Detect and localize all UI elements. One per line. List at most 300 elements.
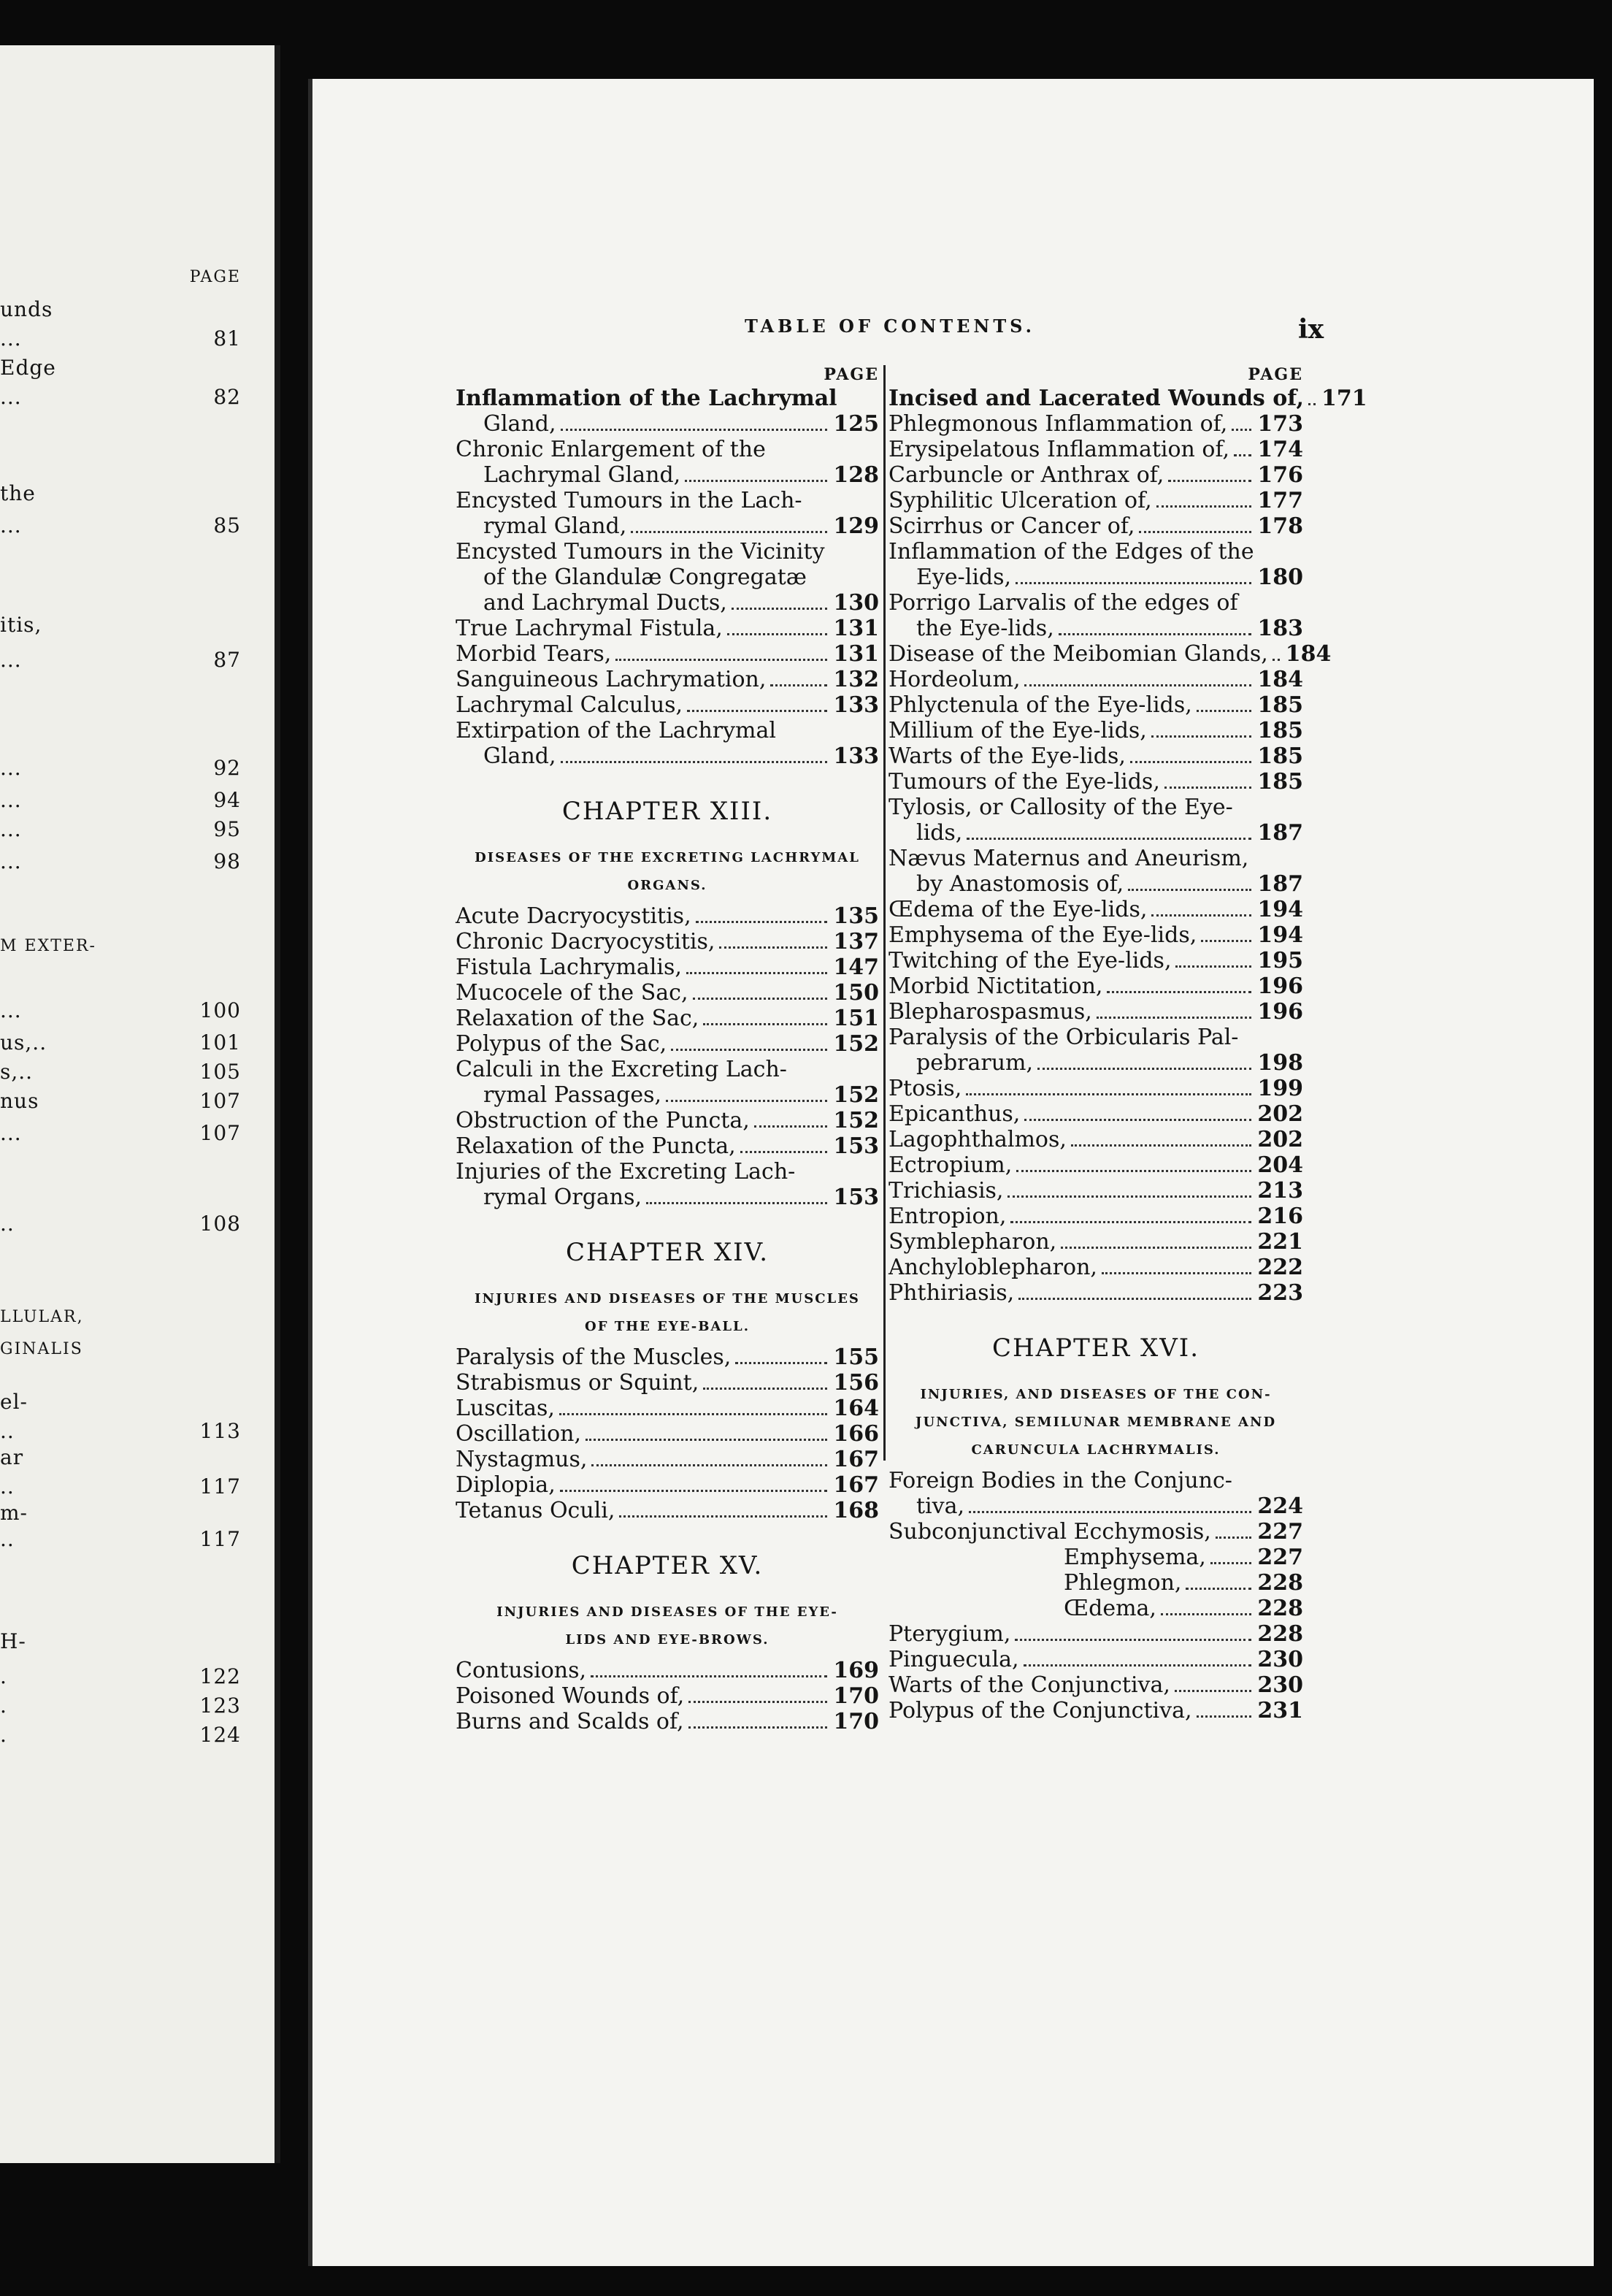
chapter-subheading: INJURIES, AND DISEASES OF THE CON- [920,1387,1272,1402]
contents-entry [456,1421,879,1447]
previous-page-row [0,1418,241,1444]
entry-page-number: 150 [833,980,879,1006]
contents-entry [888,488,1303,513]
row-text: H- [0,1629,26,1653]
dot-leader [1008,1195,1251,1198]
dot-leader [559,1413,827,1415]
entry-title: rymal Passages, [483,1082,662,1108]
dot-leader [646,1202,827,1204]
row-text: .. [0,1527,15,1551]
entry-page-number: 228 [1257,1570,1303,1596]
contents-entry [888,948,1303,973]
previous-page-row [0,1500,241,1526]
entry-page-number: 155 [833,1344,879,1370]
entry-title: the Eye-lids, [916,616,1054,641]
dot-leader [666,1100,827,1102]
contents-entry [456,980,879,1006]
row-page-number: 82 [213,385,241,409]
contents-entry [888,999,1303,1025]
previous-page-row [0,384,241,410]
contents-entry [888,1050,1303,1076]
entry-page-number: 224 [1257,1493,1303,1519]
row-page-number: 117 [199,1474,241,1499]
previous-page-row [0,1304,241,1331]
contents-entry [888,871,1303,897]
row-text: . [0,1723,7,1747]
entry-title: Disease of the Meibomian Glands, [888,641,1268,667]
chapter-subheading: LIDS AND EYE-BROWS. [565,1632,769,1648]
entry-page-number: 156 [833,1370,879,1396]
entry-page-number: 151 [833,1006,879,1031]
dot-leader [1175,1690,1251,1692]
dot-leader [1107,991,1251,993]
entry-title: Oscillation, [456,1421,582,1447]
dot-leader [615,659,827,661]
row-text: ... [0,513,22,537]
contents-entry-text: Chronic Enlargement of the [456,437,766,462]
entry-page-number: 133 [833,692,879,718]
dot-leader [1273,659,1280,661]
dot-leader [1128,889,1251,891]
row-text: ... [0,385,22,409]
dot-leader [1197,710,1252,712]
row-page-number: 122 [199,1664,241,1688]
previous-page-row [0,1336,241,1363]
running-head: TABLE OF CONTENTS. [745,315,1036,337]
contents-entry [456,929,879,954]
entry-title: Incised and Lacerated Wounds of, [888,386,1304,411]
entry-page-number: 129 [833,513,879,539]
entry-title: by Anastomosis of, [916,871,1124,897]
contents-entry [888,718,1303,743]
entry-title: Luscitas, [456,1396,555,1421]
contents-entry-text: Paralysis of the Orbicularis Pal- [888,1025,1239,1050]
entry-title: Anchyloblepharon, [888,1255,1097,1280]
entry-title: Scirrhus or Cancer of, [888,513,1135,539]
dot-leader [696,921,828,923]
contents-entry [888,820,1303,846]
entry-title: Emphysema of the Eye-lids, [888,922,1197,948]
contents-entry-text: Inflammation of the Lachrymal [456,386,837,411]
row-page-number: 98 [213,849,241,873]
dot-leader [1201,940,1251,942]
page-number: ix [1298,314,1324,345]
row-text: .. [0,1419,15,1443]
chapter-heading: CHAPTER XV. [571,1551,764,1580]
row-text: LLULAR, [0,1308,84,1326]
entry-title: lids, [916,820,963,846]
contents-entry [456,1344,879,1370]
previous-page-row [0,933,241,960]
contents-entry [888,1178,1303,1204]
entry-title: pebrarum, [916,1050,1034,1076]
contents-entry [888,1672,1303,1698]
chapter-heading: CHAPTER XIII. [561,797,773,826]
entry-title: Poisoned Wounds of, [456,1683,685,1709]
entry-page-number: 228 [1257,1621,1303,1647]
row-text: itis, [0,613,42,637]
previous-page-row [0,1120,241,1147]
dot-leader [1130,761,1252,763]
contents-entry [456,590,879,616]
entry-title: Paralysis of the Muscles, [456,1344,732,1370]
contents-entry [456,1082,879,1108]
contents-entry [888,641,1332,667]
dot-leader [671,1049,827,1051]
contents-entry [456,954,879,980]
dot-leader [631,531,827,533]
contents-entry [888,692,1303,718]
dot-leader [735,1362,827,1364]
contents-entry [456,1396,879,1421]
contents-entry [456,1185,879,1210]
entry-title: Ectropium, [888,1152,1013,1178]
entry-page-number: 198 [1257,1050,1303,1076]
dot-leader [1151,735,1252,738]
dot-leader [1016,1170,1251,1172]
dot-leader [1161,1613,1251,1615]
entry-title: and Lachrymal Ducts, [483,590,727,616]
entry-page-number: 185 [1257,718,1303,743]
dot-leader [740,1151,828,1153]
dot-leader [754,1125,828,1128]
dot-leader [619,1515,827,1518]
contents-entry [888,1255,1303,1280]
entry-title: Acute Dacryocystitis, [456,903,691,929]
entry-page-number: 152 [833,1082,879,1108]
row-page-number: 108 [199,1212,241,1236]
chapter-heading: CHAPTER XVI. [992,1333,1200,1363]
entry-page-number: 152 [833,1108,879,1133]
contents-entry [888,1596,1303,1621]
dot-leader [688,1701,827,1703]
dot-leader [1197,1715,1252,1718]
contents-entry [888,922,1303,948]
entry-title: Phlegmonous Inflammation of, [888,411,1228,437]
dot-leader [591,1675,827,1677]
contents-entry [888,1519,1303,1545]
dot-leader [1024,684,1251,686]
entry-title: Polypus of the Conjunctiva, [888,1698,1192,1723]
entry-page-number: 170 [833,1683,879,1709]
entry-page-number: 204 [1257,1152,1303,1178]
entry-page-number: 216 [1257,1204,1303,1229]
contents-entry [456,1447,879,1472]
entry-title: Epicanthus, [888,1101,1021,1127]
previous-page-row [0,1474,241,1500]
entry-title: rymal Organs, [483,1185,642,1210]
entry-page-number: 169 [833,1658,879,1683]
previous-page-row [0,1211,241,1237]
previous-page-row [0,1693,241,1719]
entry-title: Relaxation of the Sac, [456,1006,699,1031]
contents-entry [456,1498,879,1523]
previous-page-row [0,355,241,381]
previous-page-row [0,1030,241,1056]
contents-entry [456,1031,879,1057]
entry-title: Emphysema, [1064,1545,1206,1570]
previous-page-row [0,816,241,843]
entry-title: Ptosis, [888,1076,962,1101]
row-text: . [0,1694,7,1718]
entry-title: Entropion, [888,1204,1007,1229]
dot-leader [1151,914,1251,917]
dot-leader [1210,1562,1252,1564]
chapter-subheading: CARUNCULA LACHRYMALIS. [971,1442,1221,1458]
previous-page-row [0,1389,241,1415]
entry-title: Trichiasis, [888,1178,1004,1204]
row-page-number: 100 [199,998,241,1022]
entry-title: Phlyctenula of the Eye-lids, [888,692,1192,718]
contents-entry [456,903,879,929]
row-text: the [0,481,36,505]
entry-title: Diplopia, [456,1472,556,1498]
previous-page-row [0,481,241,507]
row-text: us,.. [0,1030,47,1055]
previous-page-row [0,755,241,781]
dot-leader [1015,1639,1251,1641]
contents-entry [888,1280,1303,1306]
entry-page-number: 135 [833,903,879,929]
previous-page-row [0,787,241,814]
contents-entry-text: Encysted Tumours in the Lach- [456,488,802,513]
entry-page-number: 187 [1257,820,1303,846]
row-page-number: PAGE [189,268,241,286]
entry-title: Warts of the Eye-lids, [888,743,1126,769]
entry-title: Strabismus or Squint, [456,1370,699,1396]
entry-page-number: 166 [833,1421,879,1447]
contents-entry [456,1370,879,1396]
contents-entry-text: Nævus Maternus and Aneurism, [888,846,1249,871]
dot-leader [687,710,827,712]
dot-leader [1016,582,1251,584]
row-text: Edge [0,356,56,380]
entry-page-number: 132 [833,667,879,692]
dot-leader [561,429,828,431]
entry-title: Eye-lids, [916,565,1012,590]
dot-leader [1061,1247,1251,1249]
entry-page-number: 176 [1257,462,1303,488]
contents-entry [888,565,1303,590]
entry-page-number: 180 [1257,565,1303,590]
row-page-number: 123 [199,1694,241,1718]
entry-page-number: 164 [833,1396,879,1421]
entry-page-number: 152 [833,1031,879,1057]
dot-leader [770,684,827,686]
entry-title: True Lachrymal Fistula, [456,616,723,641]
chapter-subheading: OF THE EYE-BALL. [585,1319,750,1334]
previous-page-row [0,296,241,323]
dot-leader [1010,1221,1251,1223]
entry-title: Morbid Tears, [456,641,612,667]
row-text: el- [0,1390,28,1414]
entry-title: Fistula Lachrymalis, [456,954,682,980]
contents-entry [456,462,879,488]
dot-leader [719,946,827,949]
dot-leader [1308,403,1316,405]
previous-page-row [0,1722,241,1748]
entry-title: Lagophthalmos, [888,1127,1067,1152]
dot-leader [688,1726,828,1729]
row-text: ... [0,326,22,351]
contents-entry [888,411,1303,437]
entry-page-number: 185 [1257,743,1303,769]
contents-entry-text: Inflammation of the Edges of the [888,539,1254,565]
dot-leader [727,633,828,635]
row-text: unds [0,297,53,321]
contents-entry [456,1472,879,1498]
entry-page-number: 185 [1257,769,1303,795]
dot-leader [1102,1272,1251,1274]
contents-entry [456,743,879,769]
contents-entry-text: Foreign Bodies in the Conjunc- [888,1468,1232,1493]
entry-page-number: 230 [1257,1647,1303,1672]
dot-leader [1156,505,1252,508]
dot-leader [1024,1664,1252,1666]
row-text: ... [0,998,22,1022]
contents-entry [888,1229,1303,1255]
entry-title: Burns and Scalds of, [456,1709,684,1734]
entry-page-number: 202 [1257,1101,1303,1127]
contents-entry-text: of the Glandulæ Congregatæ [483,565,807,590]
contents-entry [888,973,1303,999]
entry-title: Polypus of the Sac, [456,1031,667,1057]
entry-page-number: 174 [1257,437,1303,462]
entry-title: Millium of the Eye-lids, [888,718,1147,743]
row-text: nus [0,1089,39,1113]
row-text: ... [0,849,22,873]
dot-leader [1168,480,1251,482]
chapter-subheading: DISEASES OF THE EXCRETING LACHRYMAL [475,850,860,865]
entry-page-number: 153 [833,1185,879,1210]
contents-entry [888,1621,1303,1647]
dot-leader [686,972,828,974]
dot-leader [1186,1588,1251,1590]
row-text: m- [0,1501,28,1525]
dot-leader [1175,965,1251,968]
row-text: ... [0,756,22,780]
dot-leader [560,1490,828,1492]
entry-page-number: 173 [1257,411,1303,437]
entry-title: Lachrymal Calculus, [456,692,683,718]
entry-title: Syphilitic Ulceration of, [888,488,1152,513]
dot-leader [1018,1298,1251,1300]
contents-entry [888,1647,1303,1672]
previous-page-row [0,849,241,875]
contents-entry-text: Extirpation of the Lachrymal [456,718,776,743]
entry-page-number: 187 [1257,871,1303,897]
row-text: ... [0,788,22,812]
row-page-number: 107 [199,1121,241,1145]
entry-title: Tumours of the Eye-lids, [888,769,1160,795]
dot-leader [1139,531,1251,533]
entry-page-number: 194 [1257,922,1303,948]
row-page-number: 117 [199,1527,241,1551]
contents-entry [888,1545,1303,1570]
entry-title: Nystagmus, [456,1447,588,1472]
dot-leader [1097,1017,1252,1019]
contents-entry [888,897,1303,922]
row-text: .. [0,1212,15,1236]
entry-page-number: 130 [833,590,879,616]
entry-title: Carbuncle or Anthrax of, [888,462,1164,488]
previous-page-row [0,1088,241,1114]
dot-leader [1059,633,1252,635]
row-page-number: 105 [199,1060,241,1084]
contents-entry [888,462,1303,488]
contents-entry-text: Porrigo Larvalis of the edges of [888,590,1238,616]
entry-title: rymal Gland, [483,513,627,539]
dot-leader [591,1464,827,1466]
contents-entry [456,1658,879,1683]
row-page-number: 92 [213,756,241,780]
previous-page-row [0,647,241,673]
dot-leader [967,838,1251,840]
dot-leader [1234,454,1251,456]
contents-entry [888,1101,1303,1127]
entry-page-number: 196 [1257,973,1303,999]
previous-page-row [0,1059,241,1085]
entry-page-number: 194 [1257,897,1303,922]
contents-entry [888,1152,1303,1178]
previous-page-row [0,326,241,352]
contents-entry [456,1133,879,1159]
entry-page-number: 202 [1257,1127,1303,1152]
previous-page-row [0,612,241,638]
entry-page-number: 184 [1285,641,1332,667]
contents-entry [888,1076,1303,1101]
row-page-number: 113 [199,1419,241,1443]
contents-entry [456,1683,879,1709]
dot-leader [586,1439,827,1441]
dot-leader [693,998,828,1000]
previous-page-row [0,513,241,539]
contents-entry [456,616,879,641]
previous-page-row [0,1629,241,1655]
row-page-number: 107 [199,1089,241,1113]
row-text: ... [0,648,22,672]
row-page-number: 101 [199,1030,241,1055]
dot-leader [966,1093,1251,1095]
dot-leader [1164,787,1252,789]
entry-page-number: 221 [1257,1229,1303,1255]
entry-title: Pinguecula, [888,1647,1019,1672]
dot-leader [1071,1144,1251,1147]
contents-entry [888,1698,1303,1723]
entry-title: Œdema of the Eye-lids, [888,897,1148,922]
entry-page-number: 185 [1257,692,1303,718]
contents-entry [888,1570,1303,1596]
entry-page-number: 231 [1257,1698,1303,1723]
entry-page-number: 183 [1257,616,1303,641]
row-text: M EXTER- [0,937,96,955]
contents-entry [456,411,879,437]
contents-entry [456,667,879,692]
entry-title: Pterygium, [888,1621,1011,1647]
previous-page-row [0,1664,241,1690]
chapter-heading: CHAPTER XIV. [565,1238,769,1267]
row-text: .. [0,1474,15,1499]
contents-entry-text: Calculi in the Excreting Lach- [456,1057,787,1082]
entry-page-number: 153 [833,1133,879,1159]
entry-page-number: 222 [1257,1255,1303,1280]
entry-title: Sanguineous Lachrymation, [456,667,767,692]
entry-page-number: 213 [1257,1178,1303,1204]
row-page-number: 95 [213,817,241,841]
dot-leader [1024,1119,1251,1121]
entry-title: Symblepharon, [888,1229,1057,1255]
chapter-subheading: ORGANS. [627,878,707,893]
